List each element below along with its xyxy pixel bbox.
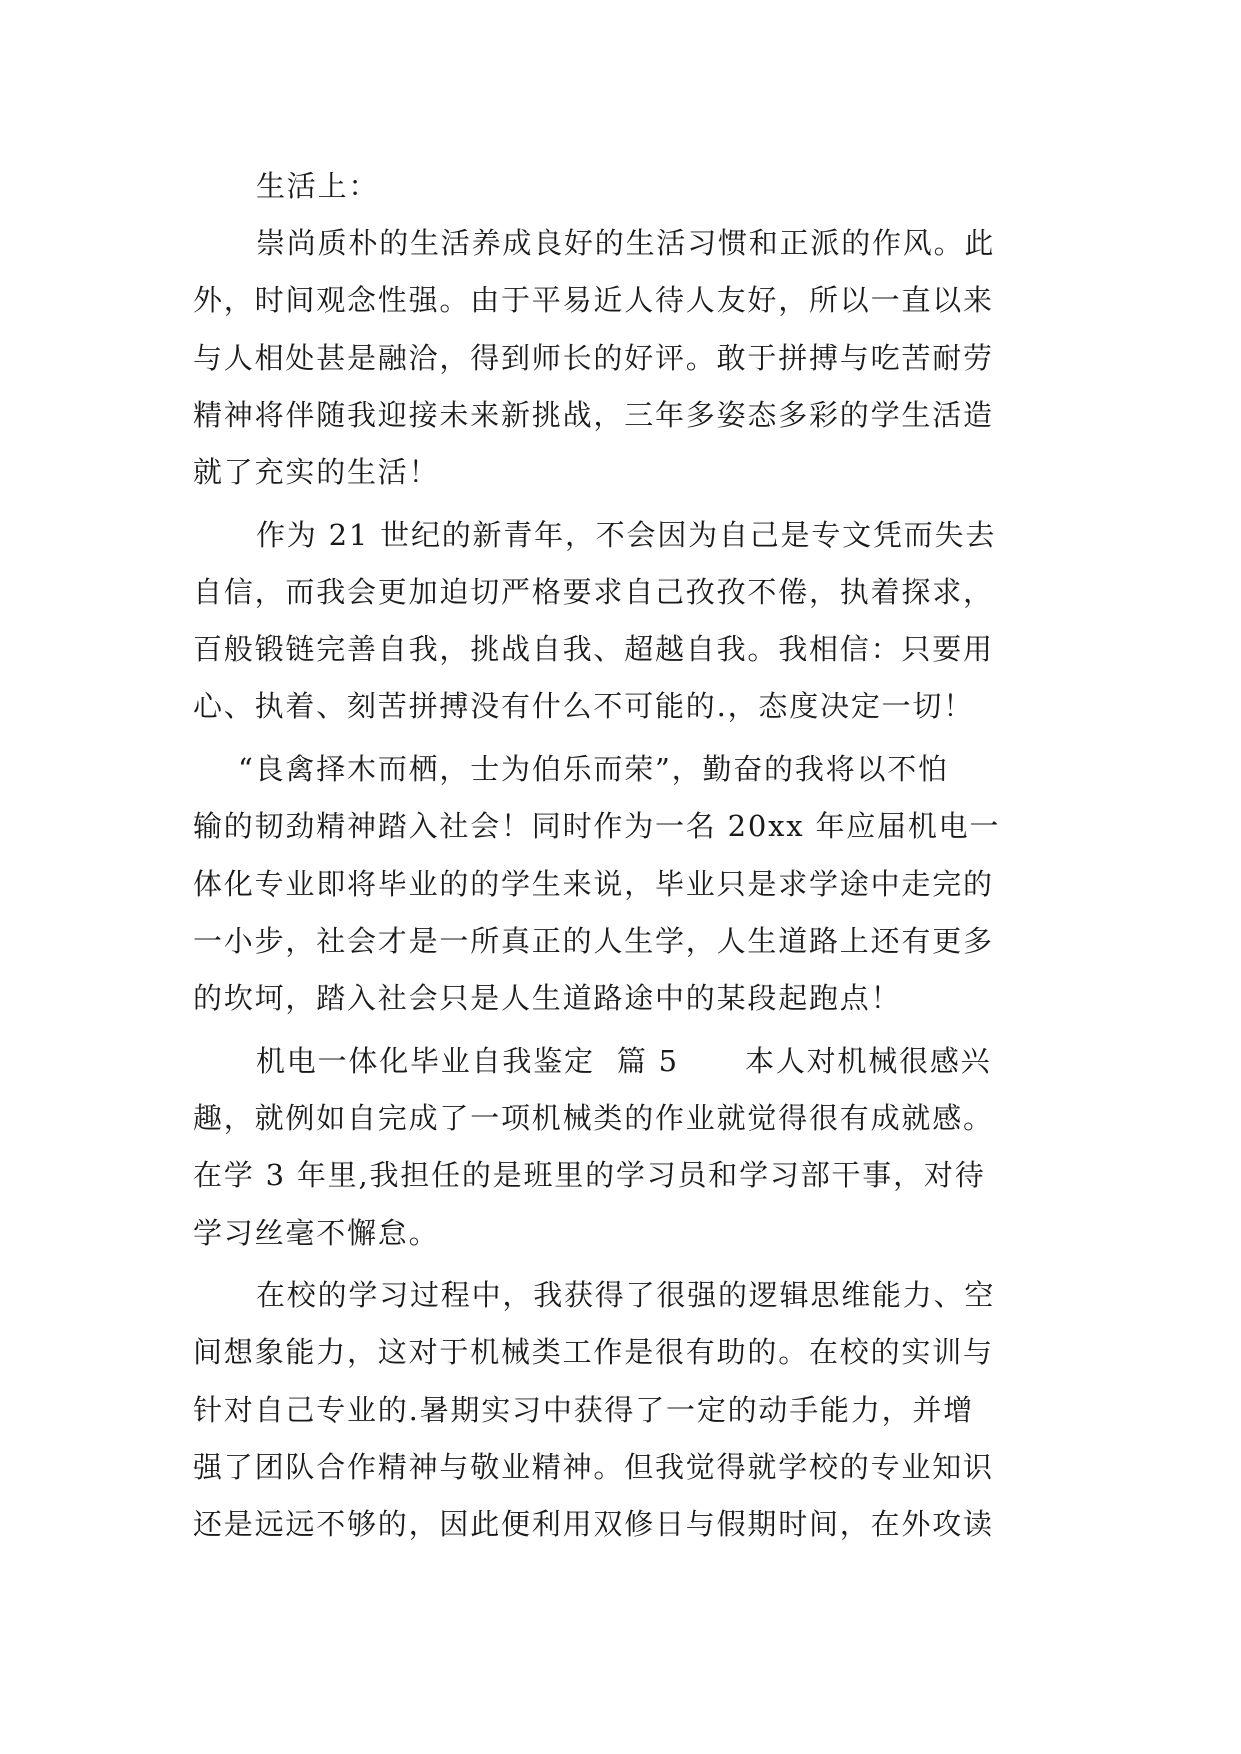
text-line: 就了充实的生活！ bbox=[193, 455, 440, 489]
text-line: 体化专业即将毕业的的学生来说，毕业只是求学途中走完的 bbox=[193, 867, 994, 901]
text-line: 还是远远不够的，因此便利用双修日与假期时间，在外攻读 bbox=[193, 1507, 994, 1541]
text-line: 生活上： bbox=[256, 169, 380, 203]
text-line: 在校的学习过程中，我获得了很强的逻辑思维能力、空 bbox=[256, 1278, 996, 1312]
text-line: “良禽择木而栖，士为伯乐而荣”，勤奋的我将以不怕 bbox=[238, 752, 949, 786]
text-line: 与人相处甚是融洽，得到师长的好评。敢于拼搏与吃苦耐劳 bbox=[193, 341, 994, 375]
text-line: 趣，就例如自完成了一项机械类的作业就觉得很有成就感。 bbox=[193, 1101, 994, 1135]
text-line: 一小步，社会才是一所真正的人生学，人生道路上还有更多 bbox=[193, 924, 994, 958]
text-line: 自信，而我会更加迫切严格要求自己孜孜不倦，执着探求， bbox=[193, 575, 994, 609]
text-line: 输的韧劲精神踏入社会！同时作为一名 20xx 年应届机电一 bbox=[193, 809, 1001, 843]
text-line: 百般锻链完善自我，挑战自我、超越自我。我相信：只要用 bbox=[193, 632, 994, 666]
text-line: 精神将伴随我迎接未来新挑战，三年多姿态多彩的学生活造 bbox=[193, 398, 994, 432]
text-line: 在学 3 年里,我担任的是班里的学习员和学习部干事，对待 bbox=[193, 1158, 986, 1192]
text-line: 学习丝毫不懈怠。 bbox=[193, 1216, 440, 1250]
text-line: 强了团队合作精神与敬业精神。但我觉得就学校的专业知识 bbox=[193, 1450, 994, 1484]
text-line: 心、执着、刻苦拼搏没有什么不可能的.，态度决定一切！ bbox=[193, 689, 975, 723]
text-line: 作为 21 世纪的新青年，不会因为自己是专文凭而失去 bbox=[256, 518, 997, 552]
text-line: 外，时间观念性强。由于平易近人待人友好，所以一直以来 bbox=[193, 283, 994, 317]
text-line: 针对自己专业的.暑期实习中获得了一定的动手能力，并增 bbox=[193, 1393, 975, 1427]
text-line: 机电一体化毕业自我鉴定 篇 5 本人对机械很感兴 bbox=[256, 1044, 992, 1078]
text-line: 的坎坷，踏入社会只是人生道路途中的某段起跑点！ bbox=[193, 981, 902, 1015]
text-line: 间想象能力，这对于机械类工作是很有助的。在校的实训与 bbox=[193, 1335, 994, 1369]
text-line: 崇尚质朴的生活养成良好的生活习惯和正派的作风。此 bbox=[256, 226, 996, 260]
